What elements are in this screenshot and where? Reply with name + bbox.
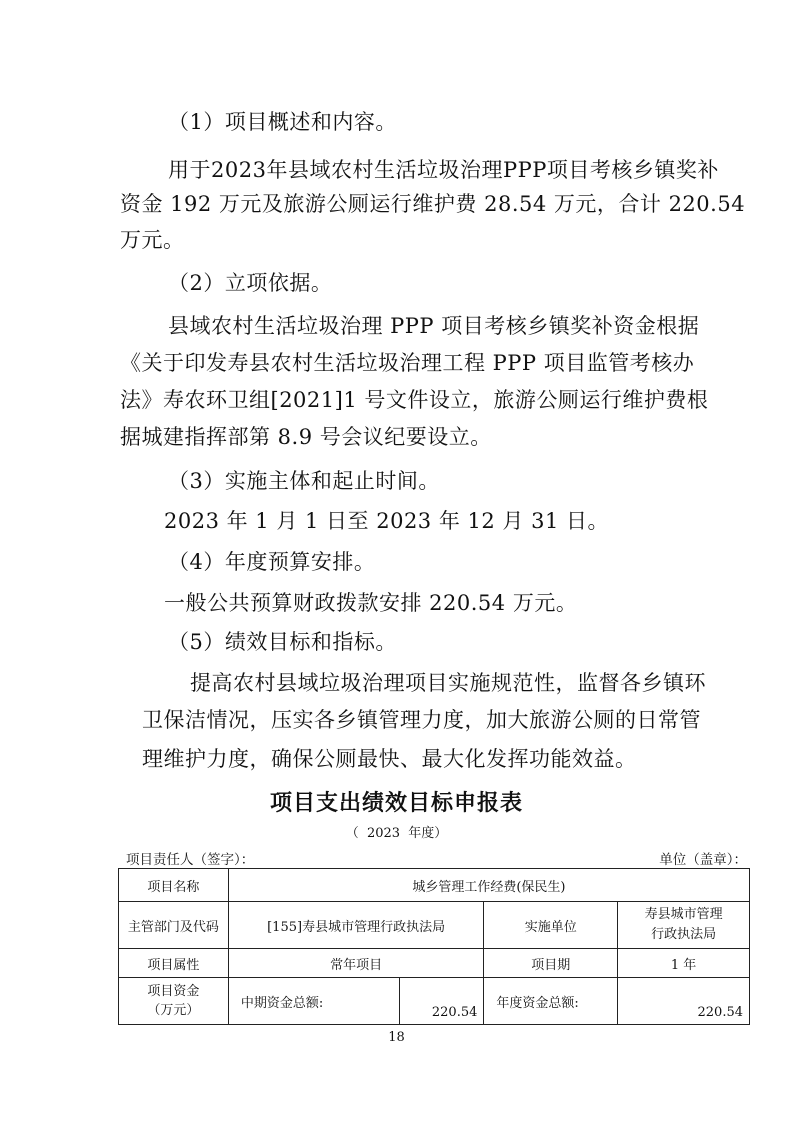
project-funds-label-line: 项目资金	[147, 984, 200, 999]
paragraph-line: 提高农村县域垃圾治理项目实施规范性，监督各乡镇环	[190, 671, 706, 695]
paragraph-line: 卫保洁情况，压实各乡镇管理力度，加大旅游公厕的日常管	[142, 708, 701, 732]
department-value: [155]寿县城市管理行政执法局	[228, 902, 484, 949]
paragraph-line: 县域农村生活垃圾治理 PPP 项目考核乡镇奖补资金根据	[168, 314, 700, 338]
table-title: 项目支出绩效目标申报表	[269, 791, 523, 816]
paragraph-line: 用于2023年县域农村生活垃圾治理PPP项目考核乡镇奖补	[168, 158, 719, 182]
page-number: 18	[388, 1030, 405, 1045]
paragraph-line: 一般公共预算财政拨款安排 220.54 万元。	[164, 591, 578, 615]
table-row	[119, 978, 750, 1025]
project-period-label: 项目期	[484, 949, 618, 978]
section-heading-5: （5）绩效目标和指标。	[168, 630, 397, 654]
annual-total-label: 年度资金总额:	[484, 978, 618, 1025]
table-row	[119, 949, 750, 978]
project-name-label: 项目名称	[119, 869, 229, 902]
project-funds-label-line: （万元）	[147, 1003, 200, 1018]
annual-total-value: 220.54	[618, 978, 750, 1025]
paragraph-line: 据城建指挥部第 8.9 号会议纪要设立。	[120, 425, 492, 449]
mid-term-total-label: 中期资金总额:	[228, 978, 400, 1025]
department-label: 主管部门及代码	[119, 902, 229, 949]
performance-target-table	[118, 868, 750, 1025]
implementing-unit-line: 寿县城市管理	[644, 907, 723, 922]
table-year: （ 2023 年度）	[345, 826, 448, 841]
project-period-value: 1 年	[618, 949, 750, 978]
implementing-unit-label: 实施单位	[484, 902, 618, 949]
section-heading-3: （3）实施主体和起止时间。	[168, 469, 440, 493]
project-attribute-label: 项目属性	[119, 949, 229, 978]
paragraph-line: 《关于印发寿县农村生活垃圾治理工程 PPP 项目监管考核办	[120, 351, 695, 375]
project-name-value: 城乡管理工作经费(保民生)	[228, 869, 749, 902]
paragraph-line: 2023 年 1 月 1 日至 2023 年 12 月 31 日。	[164, 509, 609, 533]
implementing-unit-value	[618, 902, 750, 949]
section-heading-1: （1）项目概述和内容。	[168, 110, 397, 134]
table-row	[119, 869, 750, 902]
section-heading-4: （4）年度预算安排。	[168, 550, 376, 574]
unit-seal-label: 单位（盖章）：	[659, 852, 747, 868]
project-attribute-value: 常年项目	[228, 949, 484, 978]
mid-term-total-value: 220.54	[400, 978, 484, 1025]
paragraph-line: 资金 192 万元及旅游公厕运行维护费 28.54 万元，合计 220.54	[120, 192, 746, 216]
paragraph-line: 万元。	[120, 228, 185, 252]
responsible-person-label: 项目责任人（签字）：	[126, 852, 255, 868]
implementing-unit-line: 行政执法局	[651, 927, 717, 942]
paragraph-line: 法》寿农环卫组[2021]1 号文件设立，旅游公厕运行维护费根	[120, 388, 709, 412]
table-row	[119, 902, 750, 949]
section-heading-2: （2）立项依据。	[168, 271, 333, 295]
paragraph-line: 理维护力度，确保公厕最快、最大化发挥功能效益。	[142, 747, 637, 771]
project-funds-label	[119, 978, 229, 1025]
